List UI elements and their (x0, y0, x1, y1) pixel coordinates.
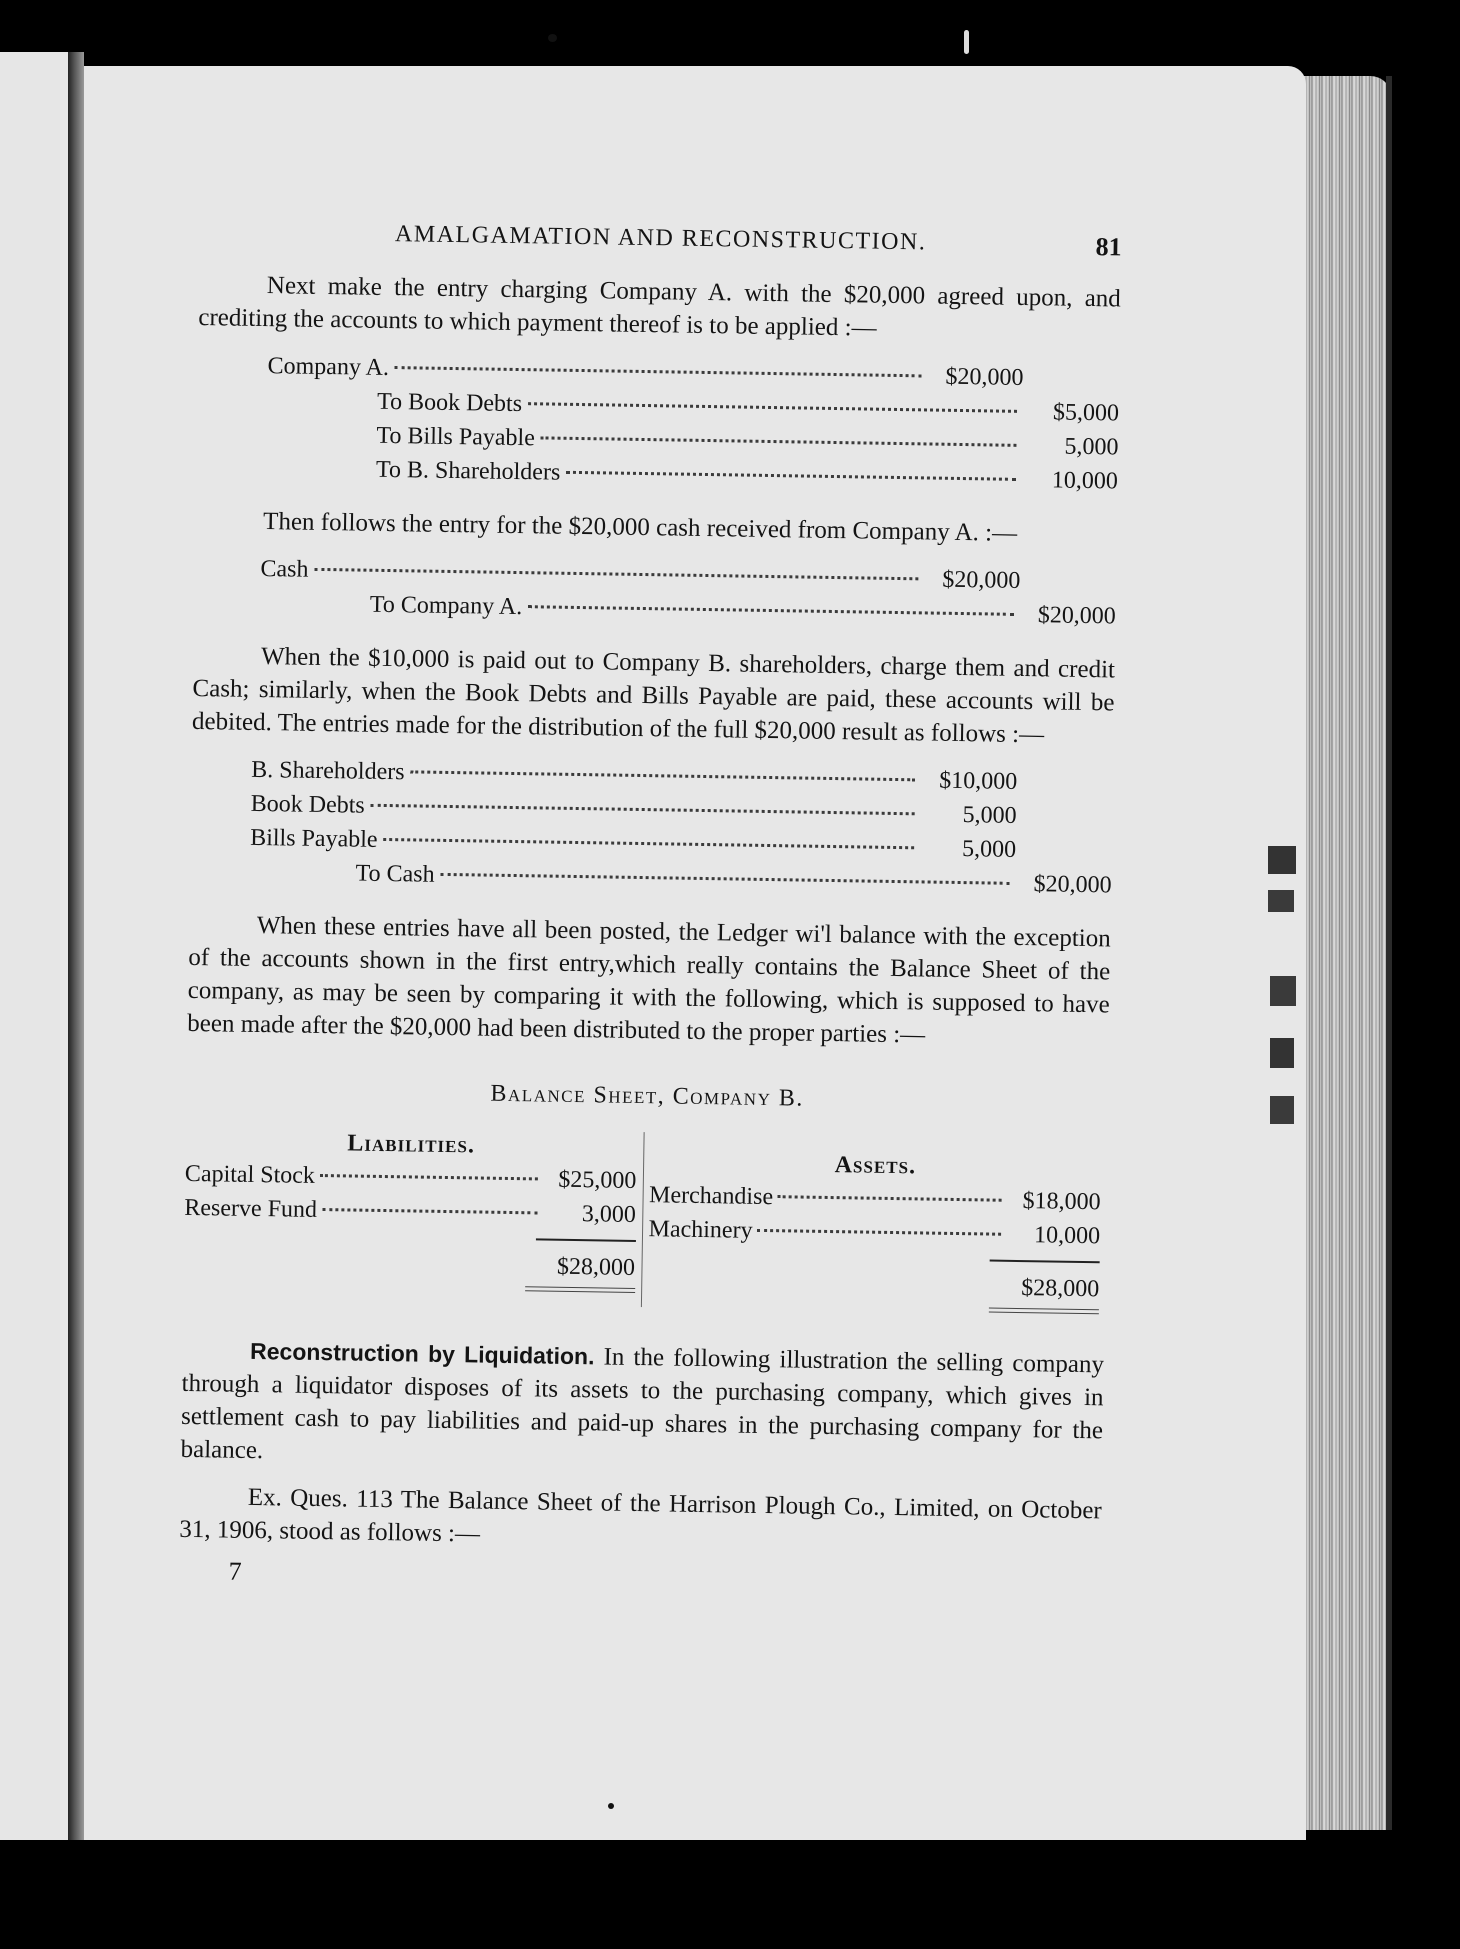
account-label: To B. Shareholders (375, 456, 561, 486)
dot-leader (411, 770, 916, 781)
account-label: To Cash (355, 860, 435, 888)
credit-amount: $20,000 (1033, 871, 1112, 899)
liability-amount: $25,000 (558, 1166, 637, 1194)
credit-amount: 5,000 (1064, 433, 1119, 461)
dot-leader (528, 605, 1014, 616)
liabilities-column (183, 1125, 644, 1307)
page-edge-mark (1268, 846, 1296, 874)
dot-leader (566, 471, 1016, 481)
asset-label: Merchandise (648, 1182, 774, 1211)
page-edge-mark (1268, 890, 1294, 912)
dot-leader (384, 838, 915, 849)
credit-amount (1023, 385, 1119, 387)
credit-amount: $20,000 (1037, 602, 1116, 630)
credit-amount (1016, 857, 1112, 859)
debit-amount: 5,000 (961, 836, 1017, 863)
journal-entry-cash (194, 551, 1117, 633)
page-edge-mark (1270, 1038, 1294, 1068)
assets-total: $28,000 (1021, 1275, 1100, 1303)
balance-sheet (183, 1125, 1108, 1314)
paragraph-ledger-balance: When these entries have all been posted, the Ledger wi'l balance with the exception of the accounts shown in the first entry,which really contains the Balance Sheet of the company, as may be seen by comparing it with the following, which is supposed to have been made after the $20,000 had been distributed to the proper parties :— (187, 911, 1111, 1049)
asset-row (648, 1212, 1100, 1253)
scan-speck (608, 1803, 614, 1809)
debit-amount: $20,000 (942, 566, 1021, 594)
asset-amount: 10,000 (1033, 1222, 1101, 1250)
paragraph-cash-received: Then follows the entry for the $20,000 cash received from Company A. :— (262, 508, 1018, 547)
paragraph-distribution: When the $10,000 is paid out to Company B. shareholders, charge them and credit Cash; similarly, when the Book Debts and Bills Payable are paid, these accounts will be debited. The entries made for the distribution of the full $20,000 result as follows :— (191, 643, 1116, 749)
dot-leader (371, 804, 915, 816)
paragraph-body: In the following illustration the selling company through a liquidator disposes of its assets to the purchasing company, which gives in settlement cash to pay liabilities and paid-up shares in the purchasing company for the balance. (180, 1343, 1105, 1465)
credit-amount (1017, 789, 1113, 791)
page-block-edge (1300, 76, 1392, 1830)
account-label: To Book Debts (376, 388, 523, 418)
assets-heading: Assets. (834, 1152, 917, 1180)
scan-speck (548, 34, 557, 42)
debit-amount: $20,000 (945, 363, 1024, 391)
section-lead-in: Reconstruction by Liquidation. (249, 1337, 595, 1370)
liabilities-total: $28,000 (556, 1253, 636, 1281)
account-label: Bills Payable (250, 824, 378, 853)
paragraph-reconstruction (180, 1334, 1104, 1480)
liability-row (184, 1191, 636, 1232)
page-number: 81 (1095, 232, 1122, 262)
book-gutter (68, 52, 84, 1840)
dot-leader (320, 1174, 538, 1180)
debit-amount: $10,000 (938, 767, 1018, 795)
left-page-edge (0, 52, 68, 1840)
account-label: Company A. (267, 353, 390, 381)
page-text-block (178, 214, 1121, 1600)
dot-leader (314, 568, 918, 580)
paragraph-example-question: Ex. Ques. 113 The Balance Sheet of the Harrison Plough Co., Limited, on October 31, 1906, stood as follows :— (179, 1483, 1102, 1548)
dot-leader (441, 873, 1010, 885)
page-edge-mark (1270, 1096, 1294, 1124)
scan-speck (964, 30, 969, 54)
account-label: Cash (260, 555, 309, 583)
liabilities-heading: Liabilities. (347, 1130, 476, 1159)
credit-amount (1017, 823, 1113, 825)
account-label: To Company A. (369, 591, 523, 621)
paragraph-entry-intro: Next make the entry charging Company A. with the $20,000 agreed upon, and crediting the accounts to which payment thereof is to be applied :— (198, 272, 1121, 342)
page-edge-mark (1270, 976, 1296, 1006)
running-head-title: AMALGAMATION AND RECONSTRUCTION. (394, 221, 927, 256)
dot-leader (758, 1229, 1002, 1236)
credit-amount: 10,000 (1051, 467, 1119, 495)
asset-label: Machinery (648, 1216, 753, 1244)
account-label: Book Debts (250, 790, 365, 819)
journal-entry-company-a (196, 348, 1120, 498)
assets-column (641, 1132, 1107, 1314)
balance-sheet-title: Balance Sheet, Company B. (490, 1080, 805, 1112)
journal-entry-distribution (189, 752, 1113, 902)
dot-leader (395, 366, 922, 377)
liability-amount: 3,000 (581, 1201, 637, 1228)
asset-amount: $18,000 (1022, 1188, 1101, 1216)
liability-label: Reserve Fund (184, 1194, 318, 1223)
signature-mark: 7 (228, 1556, 242, 1586)
credit-amount: $5,000 (1052, 399, 1120, 427)
debit-amount: 5,000 (962, 802, 1017, 829)
account-label: B. Shareholders (251, 756, 405, 786)
dot-leader (528, 402, 1017, 413)
account-label: To Bills Payable (376, 422, 536, 452)
dot-leader (778, 1195, 1002, 1202)
dot-leader (322, 1208, 537, 1214)
liability-label: Capital Stock (184, 1160, 316, 1189)
credit-amount (1020, 588, 1116, 590)
dot-leader (541, 436, 1017, 446)
